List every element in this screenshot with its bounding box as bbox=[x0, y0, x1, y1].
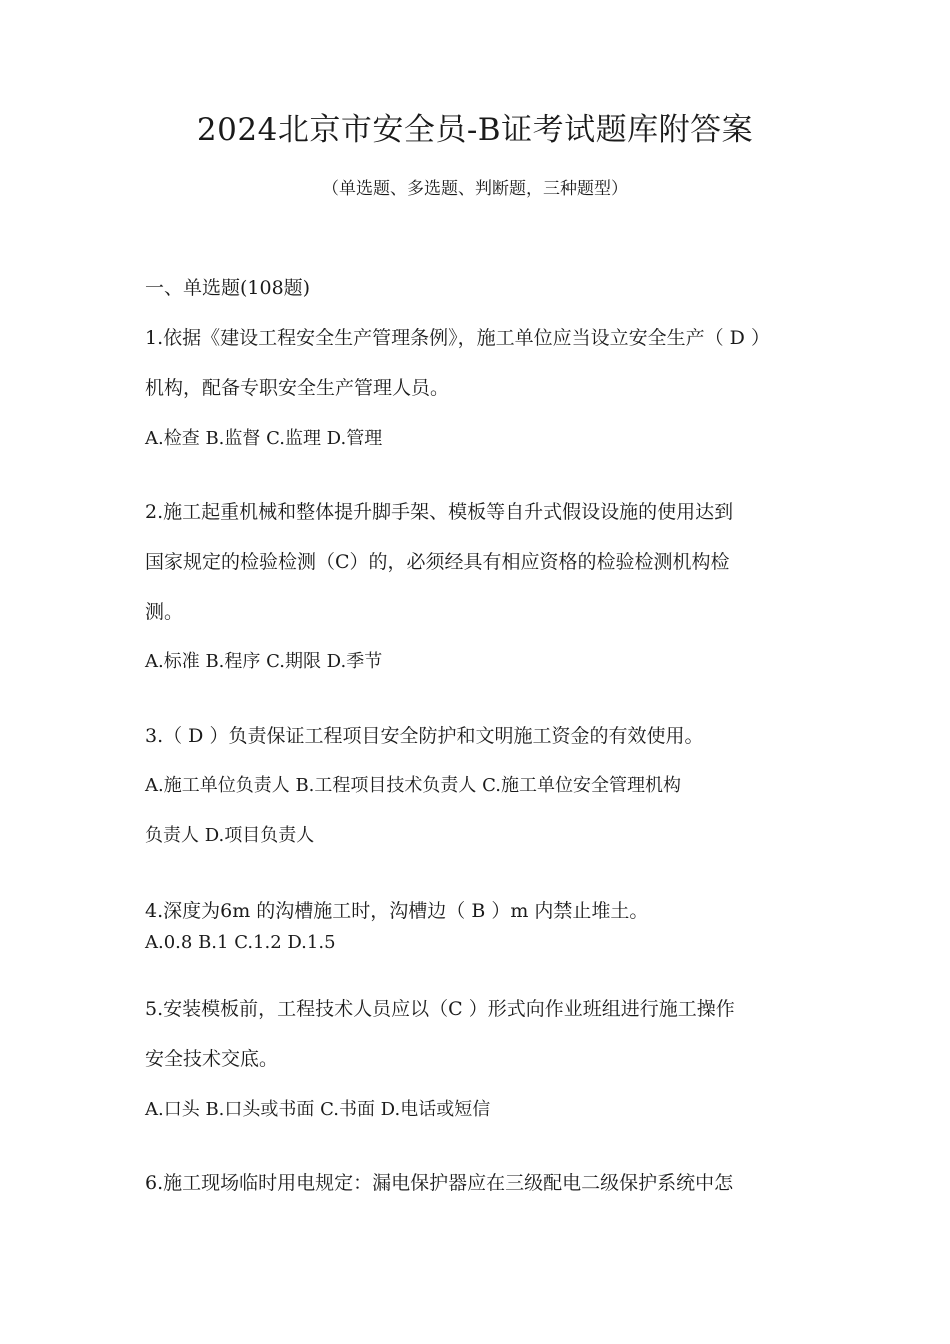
question-5-line-2: 安全技术交底。 bbox=[145, 1048, 279, 1070]
question-1-line-1: 1.依据《建设工程安全生产管理条例》，施工单位应当设立安全生产（ D ） bbox=[145, 327, 770, 349]
question-5-line-1: 5.安装模板前，工程技术人员应以（C ）形式向作业班组进行施工操作 bbox=[145, 998, 735, 1020]
question-2-line-3: 测。 bbox=[145, 601, 184, 623]
question-1-line-2: 机构，配备专职安全生产管理人员。 bbox=[145, 377, 450, 399]
question-2-line-2: 国家规定的检验检测（C）的，必须经具有相应资格的检验检测机构检 bbox=[145, 551, 730, 573]
question-4-line-1: 4.深度为6m 的沟槽施工时，沟槽边（ B ）m 内禁止堆土。 bbox=[145, 900, 649, 922]
document-subtitle: （单选题、多选题、判断题，三种题型） bbox=[322, 179, 628, 199]
question-3-options-line-1: A.施工单位负责人 B.工程项目技术负责人 C.施工单位安全管理机构 bbox=[145, 775, 681, 796]
question-3-options-line-2: 负责人 D.项目负责人 bbox=[145, 825, 315, 846]
question-3-line-1: 3.（ D ）负责保证工程项目安全防护和文明施工资金的有效使用。 bbox=[145, 725, 704, 747]
question-5-options: A.口头 B.口头或书面 C.书面 D.电话或短信 bbox=[145, 1099, 491, 1120]
question-4-options: A.0.8 B.1 C.1.2 D.1.5 bbox=[145, 932, 336, 953]
question-2-line-1: 2.施工起重机械和整体提升脚手架、模板等自升式假设设施的使用达到 bbox=[145, 501, 734, 523]
section-heading: 一、单选题(108题) bbox=[145, 277, 311, 299]
question-2-options: A.标准 B.程序 C.期限 D.季节 bbox=[145, 651, 383, 672]
document-title: 2024北京市安全员-B证考试题库附答案 bbox=[196, 112, 754, 148]
question-1-options: A.检查 B.监督 C.监理 D.管理 bbox=[145, 428, 383, 449]
question-6-line-1: 6.施工现场临时用电规定：漏电保护器应在三级配电二级保护系统中怎 bbox=[145, 1172, 734, 1194]
